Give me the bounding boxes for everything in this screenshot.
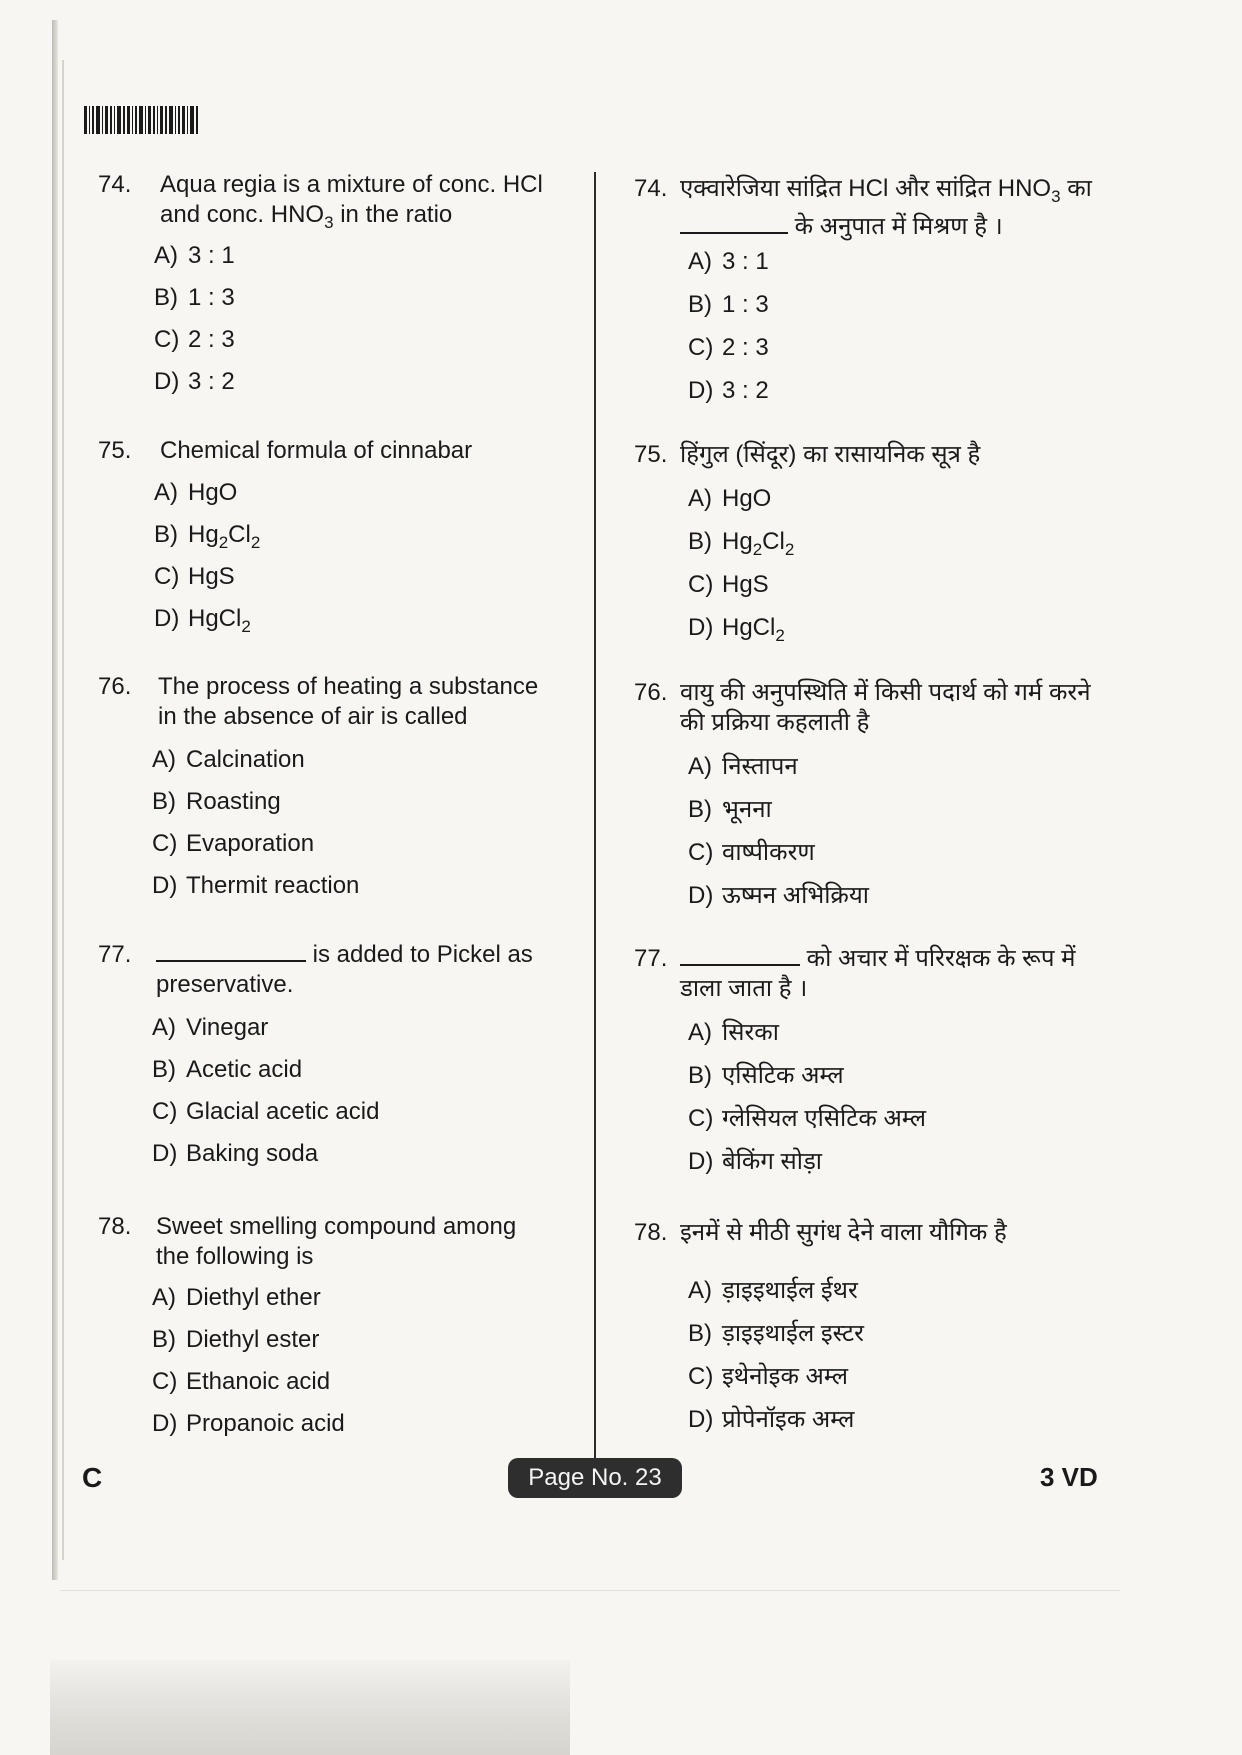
question-number: 75. bbox=[98, 437, 132, 464]
fill-in-blank bbox=[156, 940, 306, 962]
question-text: एक्वारेजिया सांद्रित HCl और सांद्रित HNO bbox=[680, 175, 1052, 202]
subscript: 3 bbox=[324, 212, 334, 232]
question-number: 75. bbox=[634, 441, 668, 468]
option-a: A) निस्तापन bbox=[688, 753, 798, 780]
option-c: C) HgS bbox=[154, 563, 235, 590]
barcode bbox=[84, 106, 202, 134]
option-a: A) सिरका bbox=[688, 1019, 779, 1046]
option-d: D) Thermit reaction bbox=[152, 872, 360, 899]
option-c: C) Glacial acetic acid bbox=[152, 1098, 380, 1125]
question-number: 78. bbox=[634, 1219, 668, 1246]
question-text: के अनुपात में मिश्रण है । bbox=[788, 212, 1003, 240]
option-d: D) Baking soda bbox=[152, 1140, 319, 1167]
scan-shadow bbox=[50, 1660, 570, 1755]
page-number-badge: Page No. 23 bbox=[508, 1458, 682, 1498]
question-number: 74. bbox=[98, 171, 132, 198]
option-b: B) Acetic acid bbox=[152, 1056, 303, 1083]
option-b: B) Diethyl ester bbox=[152, 1326, 320, 1353]
option-d: D) बेकिंग सोड़ा bbox=[688, 1148, 823, 1175]
option-b: B) ड़ाइइथाईल इस्टर bbox=[688, 1320, 864, 1347]
option-c: C) Ethanoic acid bbox=[152, 1368, 331, 1395]
question-text: Chemical formula of cinnabar bbox=[160, 437, 473, 464]
question-number: 76. bbox=[98, 673, 132, 700]
question-text: in the ratio bbox=[333, 201, 453, 228]
option-d: D) प्रोपेनॉइक अम्ल bbox=[688, 1406, 855, 1433]
option-d: D) HgCl$_2$ bbox=[154, 605, 251, 636]
booklet-code: 3 VD bbox=[1040, 1462, 1098, 1492]
question-text: Aqua regia is a mixture of conc. HCl bbox=[160, 171, 543, 198]
subscript: 3 bbox=[1051, 186, 1061, 206]
option-a: A) Vinegar bbox=[152, 1014, 269, 1041]
option-b: B) भूनना bbox=[688, 796, 772, 823]
scan-artifact-line bbox=[60, 1590, 1120, 1591]
question-text: डाला जाता है । bbox=[680, 975, 808, 1002]
question-text: The process of heating a substance bbox=[158, 673, 539, 700]
option-c: C) 2 : 3 bbox=[154, 326, 235, 353]
option-a: A) ड़ाइइथाईल ईथर bbox=[688, 1277, 858, 1304]
option-b: B) $Hg_2Cl_2$ bbox=[154, 521, 261, 552]
scan-edge bbox=[52, 20, 58, 1580]
option-d: D) 3 : 2 bbox=[154, 368, 235, 395]
option-c: C) 2 : 3 bbox=[688, 334, 769, 361]
question-number: 78. bbox=[98, 1213, 132, 1240]
option-b: B) $Hg_2Cl_2$ bbox=[688, 528, 795, 559]
option-a: A) HgO bbox=[154, 479, 238, 506]
option-d: D) HgCl$_2$ bbox=[688, 614, 785, 645]
option-a: A) HgO bbox=[688, 485, 772, 512]
option-c: C) इथेनोइक अम्ल bbox=[688, 1363, 849, 1390]
option-a: A) 3 : 1 bbox=[688, 248, 769, 275]
option-b: B) एसिटिक अम्ल bbox=[688, 1062, 844, 1089]
question-number: 77. bbox=[98, 941, 132, 968]
question-number: 74. bbox=[634, 175, 668, 202]
question-number: 77. bbox=[634, 945, 668, 972]
option-b: B) 1 : 3 bbox=[154, 284, 235, 311]
series-code: C bbox=[82, 1462, 103, 1493]
option-a: A) 3 : 1 bbox=[154, 242, 235, 269]
fill-in-blank bbox=[680, 944, 800, 966]
question-text: इनमें से मीठी सुगंध देने वाला यौगिक है bbox=[680, 1219, 1007, 1246]
option-a: A) Diethyl ether bbox=[152, 1284, 321, 1311]
option-b: B) 1 : 3 bbox=[688, 291, 769, 318]
option-c: C) ग्लेसियल एसिटिक अम्ल bbox=[688, 1105, 926, 1132]
question-text: को अचार में परिरक्षक के रूप में bbox=[800, 945, 1076, 972]
option-c: C) वाष्पीकरण bbox=[688, 839, 815, 866]
question-text: का bbox=[1060, 175, 1092, 202]
question-text: in the absence of air is called bbox=[158, 703, 468, 730]
option-d: D) 3 : 2 bbox=[688, 377, 769, 404]
question-text: is added to Pickel as bbox=[306, 941, 533, 968]
question-text: and conc. HNO bbox=[160, 201, 325, 228]
question-text: Sweet smelling compound among bbox=[156, 1213, 517, 1240]
option-c: C) HgS bbox=[688, 571, 769, 598]
question-text: हिंगुल (सिंदूर) का रासायनिक सूत्र है bbox=[680, 441, 981, 468]
option-d: D) Propanoic acid bbox=[152, 1410, 345, 1437]
question-text: the following is bbox=[156, 1243, 314, 1270]
option-d: D) ऊष्मन अभिक्रिया bbox=[688, 882, 869, 909]
option-c: C) Evaporation bbox=[152, 830, 315, 857]
question-text: की प्रक्रिया कहलाती है bbox=[680, 709, 870, 736]
fill-in-blank bbox=[680, 212, 788, 234]
option-b: B) Roasting bbox=[152, 788, 281, 815]
column-divider bbox=[594, 172, 596, 1490]
question-text: वायु की अनुपस्थिति में किसी पदार्थ को गर्म करने bbox=[680, 679, 1091, 706]
option-a: A) Calcination bbox=[152, 746, 305, 773]
question-number: 76. bbox=[634, 679, 668, 706]
question-text: preservative. bbox=[156, 971, 294, 998]
scan-edge-line bbox=[62, 60, 64, 1560]
